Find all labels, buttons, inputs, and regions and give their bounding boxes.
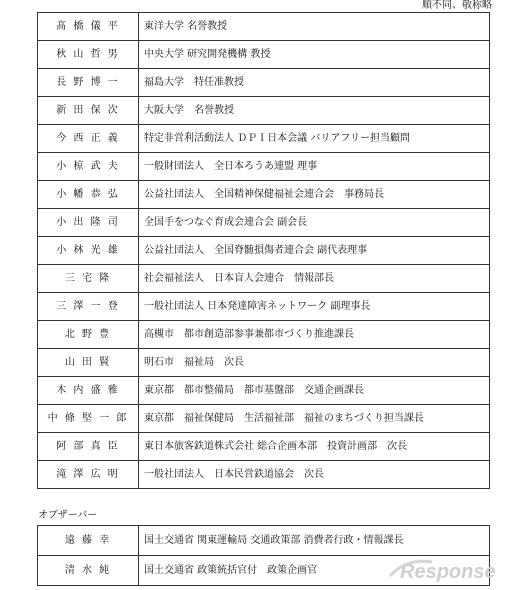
member-row bbox=[38, 377, 490, 405]
member-name: 秋 山 哲 男 bbox=[38, 41, 139, 69]
observer-name: 遠 藤 幸 bbox=[38, 526, 139, 556]
member-row bbox=[38, 69, 490, 97]
member-table-body bbox=[38, 13, 490, 489]
member-name: 小 椋 武 夫 bbox=[38, 153, 139, 181]
member-name: 今 西 正 義 bbox=[38, 125, 139, 153]
member-row bbox=[38, 265, 490, 293]
member-name: 小 出 隆 司 bbox=[38, 209, 139, 237]
member-affiliation: 東京都 福祉保健局 生活福祉部 福祉のまちづくり担当課長 bbox=[139, 405, 490, 433]
member-affiliation: 東京都 都市整備局 都市基盤部 交通企画課長 bbox=[139, 377, 490, 405]
member-row bbox=[38, 461, 490, 489]
header-note: 順不同、敬称略 bbox=[422, 0, 492, 11]
member-row bbox=[38, 97, 490, 125]
member-row bbox=[38, 405, 490, 433]
member-name: 中 條 堅 一 郎 bbox=[38, 405, 139, 433]
member-row bbox=[38, 125, 490, 153]
member-affiliation: 中央大学 研究開発機構 教授 bbox=[139, 41, 490, 69]
member-row bbox=[38, 13, 490, 41]
member-affiliation: 東日本旅客鉄道株式会社 総合企画本部 投資計画部 次長 bbox=[139, 433, 490, 461]
member-affiliation: 全国手をつなぐ育成会連合会 副会長 bbox=[139, 209, 490, 237]
member-affiliation: 一般財団法人 全日本ろうあ連盟 理事 bbox=[139, 153, 490, 181]
member-row bbox=[38, 321, 490, 349]
response-logo-icon bbox=[386, 554, 496, 584]
observer-affiliation: 国土交通省 政策統括官付 政策企画官 bbox=[139, 556, 490, 586]
member-affiliation: 福島大学 特任准教授 bbox=[139, 69, 490, 97]
member-name: 小 林 光 雄 bbox=[38, 237, 139, 265]
member-name: 北 野 豊 bbox=[38, 321, 139, 349]
member-affiliation: 特定非営利活動法人 ＤＰＩ日本会議 バリアフリー担当顧問 bbox=[139, 125, 490, 153]
member-affiliation: 公益社団法人 全国精神保健福祉会連合会 事務局長 bbox=[139, 181, 490, 209]
member-name: 山 田 賢 bbox=[38, 349, 139, 377]
member-name: 髙 橋 儀 平 bbox=[38, 13, 139, 41]
member-row bbox=[38, 293, 490, 321]
observer-section-label: オブザーバー bbox=[38, 510, 98, 521]
member-table bbox=[37, 12, 490, 489]
member-name: 新 田 保 次 bbox=[38, 97, 139, 125]
member-row bbox=[38, 349, 490, 377]
member-name: 三 宅 隆 bbox=[38, 265, 139, 293]
member-name: 長 野 博 一 bbox=[38, 69, 139, 97]
member-affiliation: 一般社団法人 日本発達障害ネットワーク 副理事長 bbox=[139, 293, 490, 321]
member-affiliation: 明石市 福祉局 次長 bbox=[139, 349, 490, 377]
observer-affiliation: 国土交通省 関東運輸局 交通政策部 消費者行政・情報課長 bbox=[139, 526, 490, 556]
observer-row bbox=[38, 526, 490, 556]
member-name: 阿 部 真 臣 bbox=[38, 433, 139, 461]
member-row bbox=[38, 433, 490, 461]
member-affiliation: 一般社団法人 日本民営鉄道協会 次長 bbox=[139, 461, 490, 489]
member-row bbox=[38, 153, 490, 181]
member-affiliation: 東洋大学 名誉教授 bbox=[139, 13, 490, 41]
member-name: 木 内 盛 雅 bbox=[38, 377, 139, 405]
member-row bbox=[38, 181, 490, 209]
member-affiliation: 大阪大学 名誉教授 bbox=[139, 97, 490, 125]
member-name: 小 幡 恭 弘 bbox=[38, 181, 139, 209]
member-affiliation: 高槻市 都市創造部参事兼都市づくり推進課長 bbox=[139, 321, 490, 349]
member-affiliation: 社会福祉法人 日本盲人会連合 情報部長 bbox=[139, 265, 490, 293]
observer-name: 清 水 純 bbox=[38, 556, 139, 586]
member-name: 滝 澤 広 明 bbox=[38, 461, 139, 489]
watermark-text: Response bbox=[400, 561, 496, 583]
member-row bbox=[38, 41, 490, 69]
member-row bbox=[38, 209, 490, 237]
member-affiliation: 公益社団法人 全国脊髄損傷者連合会 副代表理事 bbox=[139, 237, 490, 265]
member-name: 三 澤 一 登 bbox=[38, 293, 139, 321]
member-row bbox=[38, 237, 490, 265]
